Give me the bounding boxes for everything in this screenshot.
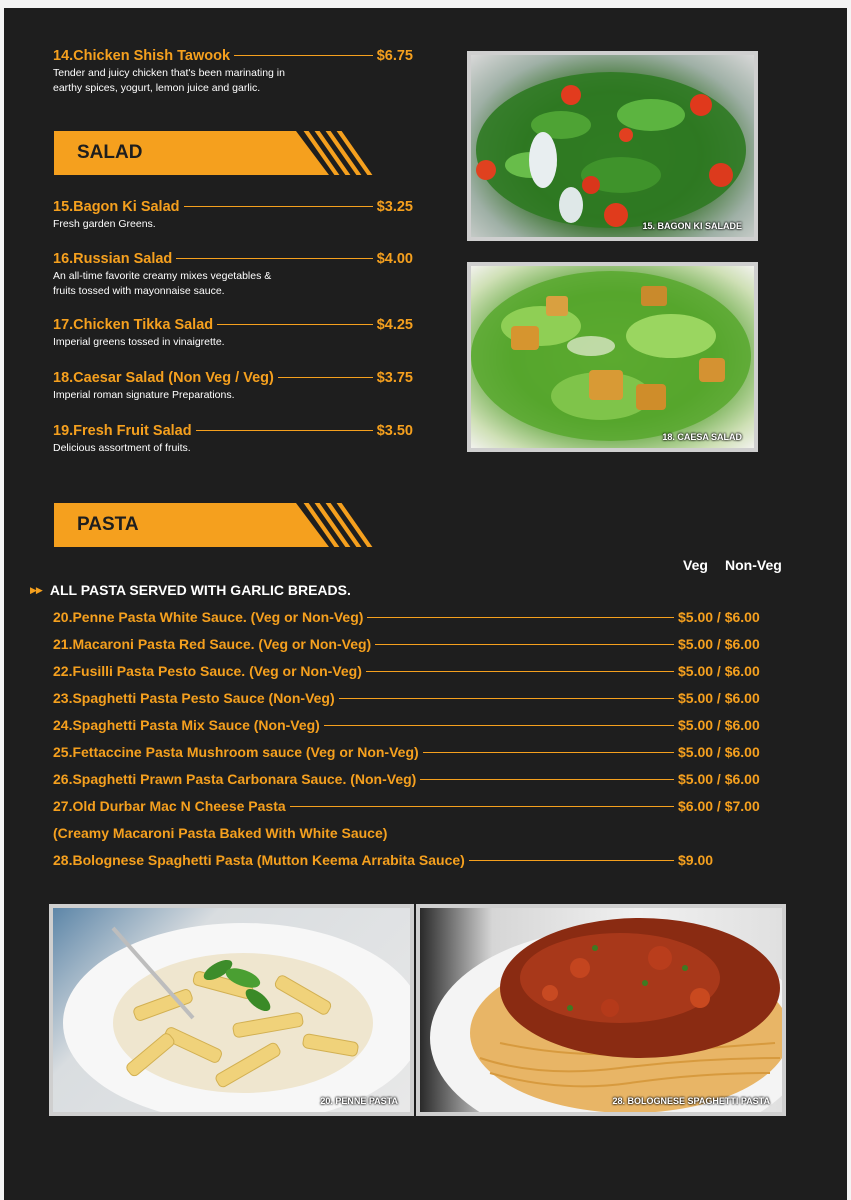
leader-line <box>184 206 373 207</box>
menu-item-18 <box>53 370 413 403</box>
leader-line <box>278 377 373 378</box>
menu-item-19 <box>53 423 413 456</box>
menu-item-14 <box>53 48 413 96</box>
desc-line: earthy spices, yogurt, lemon juice and garlic. <box>53 82 261 94</box>
salad-title: SALAD <box>77 142 143 163</box>
leader-line <box>375 644 674 645</box>
item-price: $5.00 / $6.00 <box>678 744 760 760</box>
item-price: $4.25 <box>376 317 413 333</box>
item-price: $5.00 / $6.00 <box>678 663 760 679</box>
item-desc: Fresh garden Greens. <box>53 218 156 230</box>
pasta-item-21 <box>53 636 784 652</box>
bolognese-illustration <box>420 908 782 1112</box>
item-name: 16.Russian Salad <box>53 251 173 267</box>
pasta-item-25 <box>53 744 784 760</box>
note-text: ALL PASTA SERVED WITH GARLIC BREADS. <box>49 582 351 598</box>
leader-line <box>196 430 373 431</box>
leader-line <box>217 324 373 325</box>
penne-illustration <box>53 908 410 1112</box>
caesar-illustration <box>471 266 754 448</box>
item-price: $5.00 / $6.00 <box>678 771 760 787</box>
item-name: 20.Penne Pasta White Sauce. (Veg or Non-Veg) <box>53 609 364 625</box>
item-price: $3.75 <box>376 370 413 386</box>
salad-photo-green <box>467 51 758 241</box>
double-arrow-icon: ▶▶ <box>30 584 42 595</box>
leader-line <box>367 617 674 618</box>
item-price: $6.00 / $7.00 <box>678 798 760 814</box>
bolognese-photo <box>416 904 786 1116</box>
item-name: 26.Spaghetti Prawn Pasta Carbonara Sauce. (Non-Veg) <box>53 771 417 787</box>
item-name: 23.Spaghetti Pasta Pesto Sauce (Non-Veg) <box>53 690 335 706</box>
item-name: 27.Old Durbar Mac N Cheese Pasta <box>53 798 286 814</box>
salad-illustration <box>471 55 754 237</box>
item-price: $5.00 / $6.00 <box>678 690 760 706</box>
desc-line: fruits tossed with mayonnaise sauce. <box>53 285 225 297</box>
item-desc: Delicious assortment of fruits. <box>53 442 191 454</box>
leader-line <box>339 698 674 699</box>
desc-line: An all-time favorite creamy mixes vegetables & <box>53 270 272 282</box>
leader-line <box>176 258 372 259</box>
leader-line <box>234 55 373 56</box>
leader-line <box>420 779 674 780</box>
photo-caption: 20. PENNE PASTA <box>320 1096 398 1106</box>
leader-line <box>469 860 674 861</box>
pasta-item-27 <box>53 798 784 814</box>
menu-page <box>4 8 847 1200</box>
item-desc: Imperial roman signature Preparations. <box>53 389 235 401</box>
item-name: 19.Fresh Fruit Salad <box>53 423 192 439</box>
desc-line: Tender and juicy chicken that's been marinating in <box>53 67 285 79</box>
item-price: $9.00 <box>678 852 714 868</box>
item-price: $6.75 <box>376 48 413 64</box>
item-name: 15.Bagon Ki Salad <box>53 199 180 215</box>
leader-line <box>366 671 674 672</box>
item-price: $4.00 <box>376 251 413 267</box>
item-name: 28.Bolognese Spaghetti Pasta (Mutton Keema Arrabita Sauce) <box>53 852 465 868</box>
item-name: 24.Spaghetti Pasta Mix Sauce (Non-Veg) <box>53 717 320 733</box>
item-name: 21.Macaroni Pasta Red Sauce. (Veg or Non-Veg) <box>53 636 372 652</box>
salad-banner <box>54 131 374 175</box>
leader-line <box>290 806 674 807</box>
item-name: 22.Fusilli Pasta Pesto Sauce. (Veg or Non-Veg) <box>53 663 362 679</box>
col-nonveg: Non-Veg <box>725 557 782 573</box>
penne-photo <box>49 904 414 1116</box>
photo-caption: 15. BAGON KI SALADE <box>642 221 742 231</box>
item-price: $5.00 / $6.00 <box>678 636 760 652</box>
item-subtitle: (Creamy Macaroni Pasta Baked With White Sauce) <box>53 825 388 841</box>
salad-photo-caesar <box>467 262 758 452</box>
item-desc <box>53 269 413 299</box>
photo-caption: 28. BOLOGNESE SPAGHETTI PASTA <box>612 1096 770 1106</box>
leader-line <box>324 725 674 726</box>
menu-item-17 <box>53 317 413 350</box>
menu-item-15 <box>53 199 413 232</box>
item-price: $3.25 <box>376 199 413 215</box>
item-price: $5.00 / $6.00 <box>678 717 760 733</box>
pasta-banner <box>54 503 374 547</box>
pasta-item-22 <box>53 663 784 679</box>
pasta-title: PASTA <box>77 514 139 535</box>
item-name: 25.Fettaccine Pasta Mushroom sauce (Veg or Non-Veg) <box>53 744 419 760</box>
photo-caption: 18. CAESA SALAD <box>662 432 742 442</box>
item-name: 14.Chicken Shish Tawook <box>53 48 231 64</box>
item-price: $3.50 <box>376 423 413 439</box>
item-name: 17.Chicken Tikka Salad <box>53 317 214 333</box>
item-desc: Imperial greens tossed in vinaigrette. <box>53 336 225 348</box>
col-veg: Veg <box>683 557 708 573</box>
pasta-item-23 <box>53 690 784 706</box>
pasta-item-27-sub <box>53 825 387 843</box>
pasta-note <box>30 582 351 598</box>
pasta-item-20 <box>53 609 784 625</box>
menu-item-16 <box>53 251 413 299</box>
pasta-item-24 <box>53 717 784 733</box>
item-name: 18.Caesar Salad (Non Veg / Veg) <box>53 370 274 386</box>
pasta-item-26 <box>53 771 784 787</box>
item-desc <box>53 66 413 96</box>
pasta-item-28 <box>53 852 784 868</box>
leader-line <box>423 752 674 753</box>
item-price: $5.00 / $6.00 <box>678 609 760 625</box>
